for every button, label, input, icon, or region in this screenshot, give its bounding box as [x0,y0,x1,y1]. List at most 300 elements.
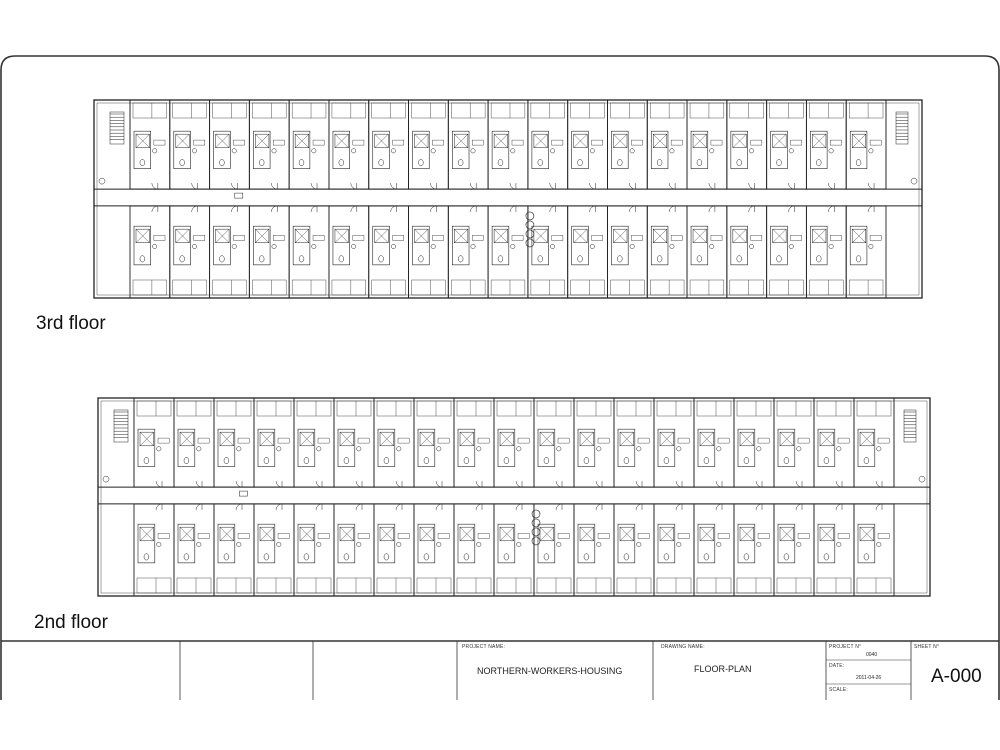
toilet [344,554,349,560]
toilet [544,554,549,560]
door-swing [391,206,397,212]
room-tag [678,438,689,443]
bathroom [498,429,515,466]
bathroom [731,226,748,265]
sink [789,244,793,248]
door-swing [476,504,482,510]
bathroom [651,226,668,265]
sink [710,244,714,248]
room-tag [631,235,642,240]
toilet [824,457,829,463]
sheet-no-caption: SHEET N° [914,644,940,650]
toilet [418,159,423,165]
closet [571,103,605,118]
toilet [704,457,709,463]
closet [377,578,411,593]
room-tag [671,235,682,240]
bathroom [492,131,509,168]
dorm-room [607,100,647,189]
door-swing [231,206,237,212]
floor-plan-2nd [98,398,930,596]
bathroom [698,524,715,563]
dorm-room [846,100,886,189]
bathroom [578,524,595,563]
room-tag [472,140,483,145]
door-swing [316,504,322,510]
door-swing [716,481,722,487]
stair-run [114,410,128,442]
date-value: 2011-04-26 [856,675,882,681]
room-tag [518,438,529,443]
door-swing [196,481,202,487]
door-swing [629,183,635,189]
toilet [299,159,304,165]
sink [152,149,156,153]
dorm-room [374,504,414,596]
door-swing [271,183,277,189]
door-swing [396,481,402,487]
door-swing [550,183,556,189]
corridor-tag [235,193,243,198]
door-swing [316,481,322,487]
dorm-room [687,100,727,189]
dorm-room [568,206,608,298]
bathroom [498,524,515,563]
toilet [264,554,269,560]
toilet [304,554,309,560]
date-caption: DATE: [829,663,845,669]
room-tag [273,140,284,145]
room-wall [374,504,414,596]
bathroom [373,226,390,265]
room-tag [751,235,762,240]
sink [312,149,316,153]
bathroom [618,524,635,563]
dorm-room [614,398,654,487]
toilet [657,256,662,262]
sink [317,447,321,451]
sink [477,542,481,546]
dorm-room [414,398,454,487]
room-tag [318,533,329,538]
closet [777,578,811,593]
dorm-room [409,206,449,298]
closet [777,401,811,416]
room-tag [678,533,689,538]
toilet [856,159,861,165]
door-swing [788,183,794,189]
room-wall [329,206,369,298]
sink [232,149,236,153]
door-swing [271,206,277,212]
toilet [664,457,669,463]
bathroom [338,524,355,563]
closet [337,401,371,416]
closet [770,280,804,295]
door-swing [636,481,642,487]
dorm-room [694,504,734,596]
room-tag [552,235,563,240]
bathroom [858,429,875,466]
toilet [784,554,789,560]
door-swing [756,481,762,487]
room-wall [448,206,488,298]
closet [372,103,406,118]
toilet [538,159,543,165]
closet [577,401,611,416]
door-swing [709,183,715,189]
room-wall [289,206,329,298]
toilet [304,457,309,463]
closet [491,103,525,118]
bathroom [253,131,270,168]
door-swing [311,206,317,212]
dorm-room [654,398,694,487]
toilet [504,457,509,463]
room-tag [638,533,649,538]
dorm-room [528,206,568,298]
room-tag [870,140,881,145]
dorm-room [854,398,894,487]
fixture [99,178,105,184]
dorm-room [727,100,767,189]
toilet [184,554,189,560]
bathroom [458,524,475,563]
door-swing [596,504,602,510]
room-wall [174,504,214,596]
closet [617,578,651,593]
closet [650,103,684,118]
toilet [737,256,742,262]
sink [517,447,521,451]
closet [491,280,525,295]
sink [677,542,681,546]
toilet [498,159,503,165]
room-tag [398,533,409,538]
sink [391,149,395,153]
sink [277,542,281,546]
sink [670,149,674,153]
door-swing [156,504,162,510]
room-tag [353,140,364,145]
sheet-number: A-000 [931,666,982,687]
closet [377,401,411,416]
bathroom [218,524,235,563]
bathroom [293,226,310,265]
closet [571,280,605,295]
closet [849,280,883,295]
closet [213,280,247,295]
room-tag [393,235,404,240]
stair-run [904,410,916,442]
closet [412,280,446,295]
room-tag [238,438,249,443]
door-swing [351,183,357,189]
room-tag [512,235,523,240]
room-tag [758,533,769,538]
bathroom [178,524,195,563]
building-outline [98,398,930,596]
room-tag [318,438,329,443]
bathroom [378,429,395,466]
room-tag [671,140,682,145]
door-swing [836,504,842,510]
bathroom [293,131,310,168]
room-tag [472,235,483,240]
sink [789,149,793,153]
toilet [144,554,149,560]
closet [690,103,724,118]
sink [232,244,236,248]
dorm-room [254,504,294,596]
sink [312,244,316,248]
door-swing [868,206,874,212]
dorm-room [528,100,568,189]
closet [292,103,326,118]
drawing-name-caption: DRAWING NAME: [661,644,705,650]
room-tag [798,533,809,538]
toilet [584,554,589,560]
toilet [140,159,145,165]
closet [857,578,891,593]
room-tag [711,235,722,240]
closet [697,401,731,416]
room-tag [478,438,489,443]
sink [670,244,674,248]
door-swing [876,504,882,510]
room-tag [711,140,722,145]
room-wall [170,206,210,298]
bathroom [214,226,231,265]
bathroom [578,429,595,466]
bathroom [413,226,430,265]
sink [717,542,721,546]
room-tag [432,140,443,145]
sink [431,244,435,248]
stair [904,410,925,482]
sink [192,149,196,153]
door-swing [276,481,282,487]
room-tag [353,235,364,240]
sink [557,542,561,546]
room-tag [718,438,729,443]
dorm-room [814,504,854,596]
dorm-room [694,398,734,487]
room-tag [558,438,569,443]
door-swing [550,206,556,212]
bathroom [611,226,628,265]
round-fixture [532,528,540,536]
dorm-room [334,398,374,487]
room-tag [158,533,169,538]
closet [770,103,804,118]
door-swing [152,183,158,189]
room-tag [638,438,649,443]
toilet [578,159,583,165]
sink [717,447,721,451]
room-wall [687,206,727,298]
round-fixture [526,212,534,220]
bathroom [492,226,509,265]
bathroom [611,131,628,168]
room-tag [438,438,449,443]
round-fixture [526,230,534,238]
toilet [144,457,149,463]
dorm-room [289,100,329,189]
room-tag [273,235,284,240]
closet [730,103,764,118]
room-tag [358,533,369,538]
stair [896,112,917,184]
toilet [424,554,429,560]
toilet [578,256,583,262]
dorm-room [854,504,894,596]
door-swing [516,481,522,487]
closet [849,103,883,118]
room-tag [512,140,523,145]
dorm-room [727,206,767,298]
door-swing [192,206,198,212]
closet [697,578,731,593]
sink [837,447,841,451]
room-tag [154,140,165,145]
bathroom [378,524,395,563]
room-tag [838,533,849,538]
dorm-room [289,206,329,298]
room-tag [598,438,609,443]
bathroom [373,131,390,168]
door-swing [470,206,476,212]
room-tag [758,438,769,443]
dorm-room [294,504,334,596]
bathroom [298,524,315,563]
closet [297,401,331,416]
bathroom [818,524,835,563]
dorm-room [214,504,254,596]
dorm-room [294,398,334,487]
sink [797,542,801,546]
dorm-room [369,206,409,298]
dorm-room [654,504,694,596]
room-tag [194,140,205,145]
sink [197,542,201,546]
sink [630,244,634,248]
door-swing [796,504,802,510]
door-swing [629,206,635,212]
toilet [259,159,264,165]
sink [437,542,441,546]
dorm-room [574,504,614,596]
stair [103,410,128,482]
project-no-caption: PROJECT N° [829,644,862,650]
dorm-room [210,100,250,189]
closet [497,578,531,593]
closet [292,280,326,295]
sink [757,542,761,546]
room-wall [528,206,568,298]
door-swing [311,183,317,189]
sink [511,149,515,153]
floor-plan-3rd [94,100,922,298]
bathroom [572,226,589,265]
closet [217,578,251,593]
dorm-room [767,100,807,189]
toilet [379,159,384,165]
bathroom [538,524,555,563]
closet [531,280,565,295]
closet [657,578,691,593]
room-tag [313,235,324,240]
sink [272,244,276,248]
door-swing [156,481,162,487]
room-wall [294,504,334,596]
sink [357,542,361,546]
bathroom [618,429,635,466]
room-wall [210,206,250,298]
toilet [737,159,742,165]
bathroom [771,226,788,265]
dorm-room [614,504,654,596]
room-wall [488,206,528,298]
dorm-room [574,398,614,487]
sink [471,244,475,248]
bathroom [218,429,235,466]
toilet [418,256,423,262]
dorm-room [409,100,449,189]
sink [152,244,156,248]
sink [877,542,881,546]
sink [829,149,833,153]
sink [749,149,753,153]
closet [173,103,207,118]
sink [869,149,873,153]
building-outline [94,100,922,298]
closet [137,401,171,416]
dorm-room [210,206,250,298]
plan-label-2nd-floor: 2nd floor [34,612,108,633]
door-swing [470,183,476,189]
closet [537,401,571,416]
door-swing [396,504,402,510]
door-swing [669,206,675,212]
door-swing [669,183,675,189]
dorm-room [494,398,534,487]
room-wall [534,504,574,596]
closet [412,103,446,118]
toilet [617,159,622,165]
drawing-name-value: FLOOR-PLAN [694,664,752,674]
sink [757,447,761,451]
toilet [744,554,749,560]
door-swing [590,206,596,212]
door-swing [236,481,242,487]
toilet [816,256,821,262]
dorm-room [488,206,528,298]
toilet [777,159,782,165]
dorm-room [454,504,494,596]
door-swing [556,504,562,510]
bathroom [253,226,270,265]
toilet [816,159,821,165]
dorm-room [134,398,174,487]
sink [749,244,753,248]
bathroom [258,524,275,563]
room-tag [198,438,209,443]
room-tag [313,140,324,145]
door-swing [436,481,442,487]
dorm-room [130,100,170,189]
round-fixture [532,510,540,518]
